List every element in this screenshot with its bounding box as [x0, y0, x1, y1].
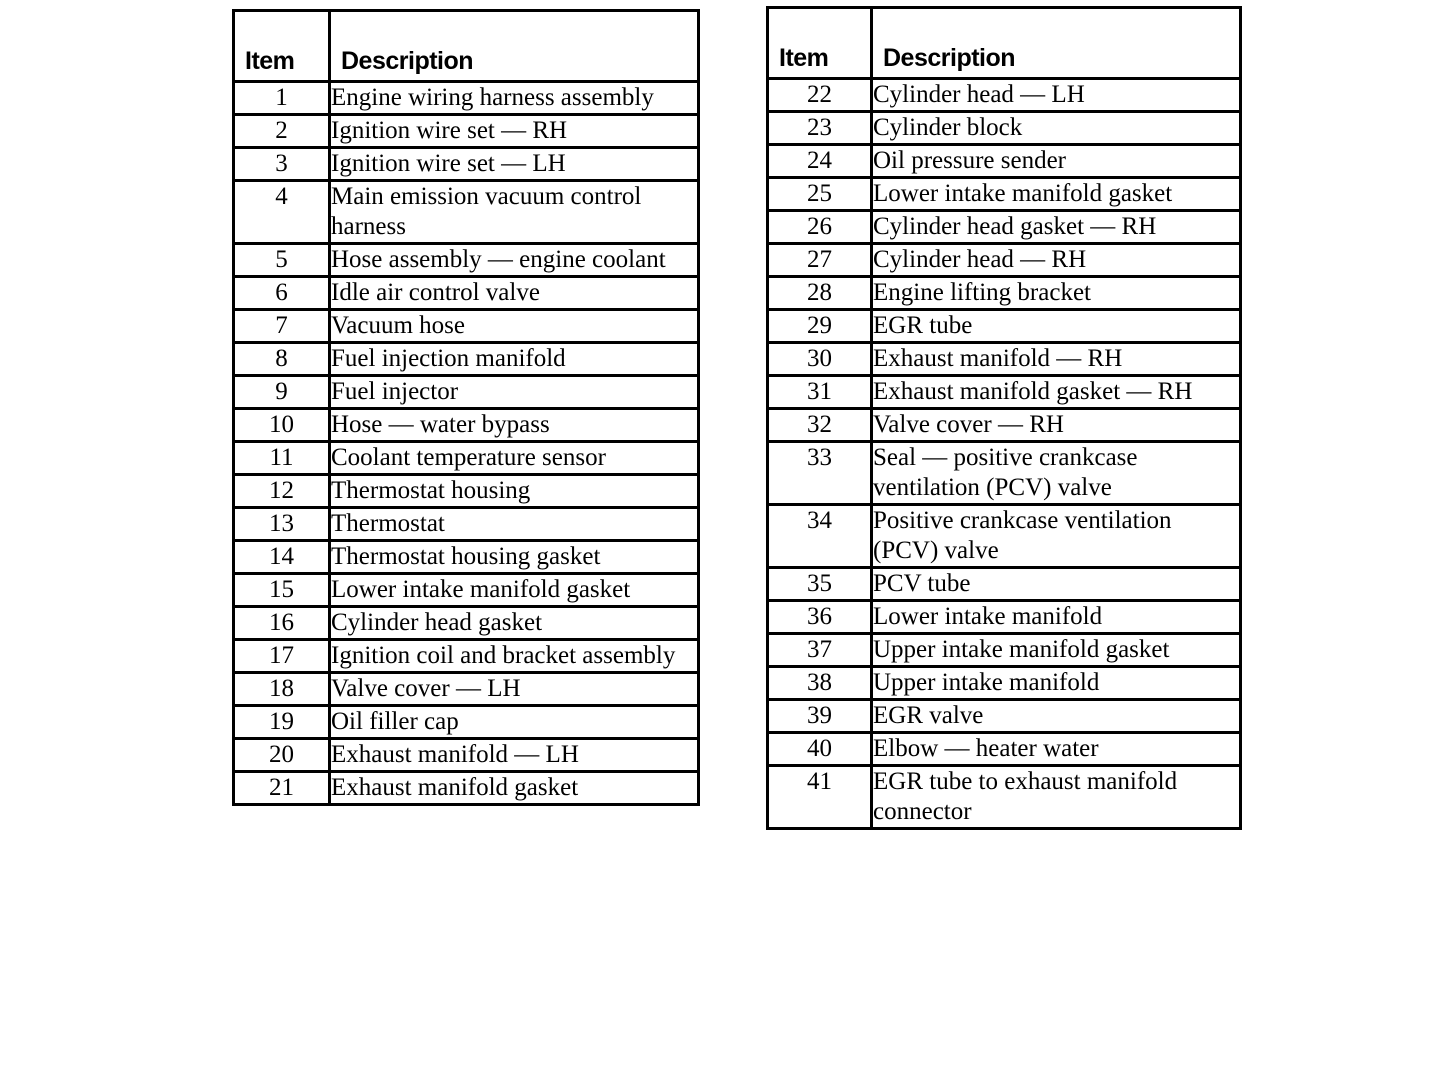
item-description: Seal — positive crankcase ventilation (PCV) valve — [872, 442, 1241, 505]
item-number: 1 — [234, 82, 330, 115]
item-description: Lower intake manifold — [872, 601, 1241, 634]
item-description: Ignition wire set — RH — [330, 115, 699, 148]
item-column-header: Item — [768, 8, 872, 79]
item-number: 31 — [768, 376, 872, 409]
item-description: Exhaust manifold — LH — [330, 739, 699, 772]
item-number: 17 — [234, 640, 330, 673]
item-description: Main emission vacuum control harness — [330, 181, 699, 244]
table-row — [234, 244, 699, 277]
table-row — [768, 667, 1241, 700]
table-row — [234, 508, 699, 541]
item-description: Vacuum hose — [330, 310, 699, 343]
item-number: 14 — [234, 541, 330, 574]
item-number: 15 — [234, 574, 330, 607]
table-row — [234, 343, 699, 376]
item-number: 13 — [234, 508, 330, 541]
table-row — [768, 409, 1241, 442]
item-description: EGR valve — [872, 700, 1241, 733]
table-row — [768, 601, 1241, 634]
table-row — [234, 409, 699, 442]
item-number: 33 — [768, 442, 872, 505]
item-number: 5 — [234, 244, 330, 277]
item-number: 40 — [768, 733, 872, 766]
item-description: Hose — water bypass — [330, 409, 699, 442]
item-number: 18 — [234, 673, 330, 706]
item-description: Cylinder head — LH — [872, 79, 1241, 112]
item-column-header: Item — [234, 11, 330, 82]
table-row — [234, 541, 699, 574]
table-row — [234, 115, 699, 148]
item-description: Thermostat housing gasket — [330, 541, 699, 574]
header-row — [234, 11, 699, 82]
item-description: Fuel injection manifold — [330, 343, 699, 376]
table-row — [768, 310, 1241, 343]
item-number: 39 — [768, 700, 872, 733]
item-description: Cylinder head gasket — RH — [872, 211, 1241, 244]
table-row — [234, 277, 699, 310]
item-number: 34 — [768, 505, 872, 568]
item-description: Hose assembly — engine coolant — [330, 244, 699, 277]
table-row — [234, 739, 699, 772]
item-description: PCV tube — [872, 568, 1241, 601]
table-row — [234, 673, 699, 706]
item-number: 11 — [234, 442, 330, 475]
table-row — [234, 181, 699, 244]
table-row — [768, 442, 1241, 505]
item-description: Upper intake manifold — [872, 667, 1241, 700]
item-description: Coolant temperature sensor — [330, 442, 699, 475]
item-number: 10 — [234, 409, 330, 442]
item-number: 3 — [234, 148, 330, 181]
table-row — [768, 277, 1241, 310]
item-number: 6 — [234, 277, 330, 310]
description-column-header: Description — [330, 11, 699, 82]
table-row — [234, 148, 699, 181]
item-number: 25 — [768, 178, 872, 211]
item-number: 23 — [768, 112, 872, 145]
item-number: 20 — [234, 739, 330, 772]
item-number: 28 — [768, 277, 872, 310]
table-row — [234, 376, 699, 409]
item-description: Cylinder block — [872, 112, 1241, 145]
item-description: Thermostat — [330, 508, 699, 541]
item-number: 32 — [768, 409, 872, 442]
table-row — [768, 343, 1241, 376]
item-description: Thermostat housing — [330, 475, 699, 508]
item-description: Lower intake manifold gasket — [330, 574, 699, 607]
table-row — [768, 112, 1241, 145]
item-number: 24 — [768, 145, 872, 178]
table-row — [234, 475, 699, 508]
item-number: 41 — [768, 766, 872, 829]
table-row — [768, 211, 1241, 244]
table-row — [768, 244, 1241, 277]
item-number: 27 — [768, 244, 872, 277]
item-number: 29 — [768, 310, 872, 343]
item-description: Exhaust manifold gasket — [330, 772, 699, 805]
table-row — [234, 574, 699, 607]
item-number: 9 — [234, 376, 330, 409]
item-number: 12 — [234, 475, 330, 508]
item-description: Ignition coil and bracket assembly — [330, 640, 699, 673]
item-description: Cylinder head gasket — [330, 607, 699, 640]
item-number: 35 — [768, 568, 872, 601]
table-row — [234, 640, 699, 673]
table-row — [234, 706, 699, 739]
item-number: 37 — [768, 634, 872, 667]
item-description: Positive crankcase ventilation (PCV) valve — [872, 505, 1241, 568]
item-number: 36 — [768, 601, 872, 634]
description-column-header: Description — [872, 8, 1241, 79]
item-number: 22 — [768, 79, 872, 112]
table-row — [234, 82, 699, 115]
item-description: Oil filler cap — [330, 706, 699, 739]
table-row — [768, 505, 1241, 568]
item-description: EGR tube to exhaust manifold connector — [872, 766, 1241, 829]
item-description: Valve cover — RH — [872, 409, 1241, 442]
item-number: 7 — [234, 310, 330, 343]
item-description: Exhaust manifold — RH — [872, 343, 1241, 376]
item-description: Engine wiring harness assembly — [330, 82, 699, 115]
item-number: 19 — [234, 706, 330, 739]
item-number: 8 — [234, 343, 330, 376]
item-description: Cylinder head — RH — [872, 244, 1241, 277]
table-row — [768, 766, 1241, 829]
item-number: 38 — [768, 667, 872, 700]
table-row — [768, 376, 1241, 409]
item-number: 16 — [234, 607, 330, 640]
table-row — [234, 607, 699, 640]
item-description: Exhaust manifold gasket — RH — [872, 376, 1241, 409]
parts-table-left — [232, 9, 700, 806]
table-row — [768, 145, 1241, 178]
table-row — [768, 733, 1241, 766]
table-row — [234, 310, 699, 343]
parts-table-right — [766, 6, 1242, 830]
item-number: 4 — [234, 181, 330, 244]
item-description: Elbow — heater water — [872, 733, 1241, 766]
item-description: Oil pressure sender — [872, 145, 1241, 178]
table-row — [768, 568, 1241, 601]
item-description: EGR tube — [872, 310, 1241, 343]
item-description: Valve cover — LH — [330, 673, 699, 706]
item-description: Fuel injector — [330, 376, 699, 409]
table-row — [768, 700, 1241, 733]
table-row — [768, 178, 1241, 211]
item-number: 21 — [234, 772, 330, 805]
table-row — [768, 634, 1241, 667]
item-description: Engine lifting bracket — [872, 277, 1241, 310]
item-description: Idle air control valve — [330, 277, 699, 310]
item-description: Lower intake manifold gasket — [872, 178, 1241, 211]
item-number: 26 — [768, 211, 872, 244]
item-number: 30 — [768, 343, 872, 376]
table-row — [234, 772, 699, 805]
table-row — [234, 442, 699, 475]
header-row — [768, 8, 1241, 79]
table-row — [768, 79, 1241, 112]
item-description: Upper intake manifold gasket — [872, 634, 1241, 667]
item-number: 2 — [234, 115, 330, 148]
item-description: Ignition wire set — LH — [330, 148, 699, 181]
